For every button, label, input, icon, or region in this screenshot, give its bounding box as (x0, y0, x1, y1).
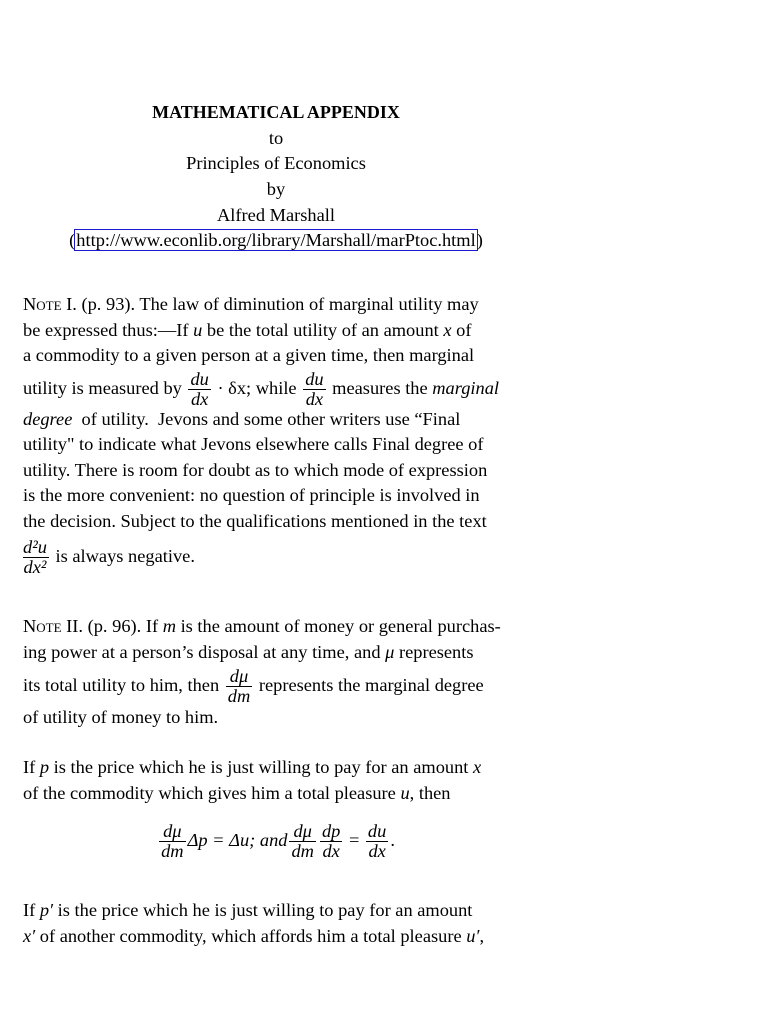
source-url-line: (http://www.econlib.org/library/Marshall/marPtoc.html) (69, 230, 483, 251)
book-title: Principles of Economics (186, 153, 366, 174)
document-header (23, 100, 529, 254)
fraction-du-dx-2: $\frac{du}{dx}$ (305, 368, 324, 409)
paragraph-price-p-prime: If p′ is the price which he is just willing to pay for an amount x′ of another commodity, which affords him a total pleasure u′, (23, 900, 485, 946)
author-name: Alfred Marshall (217, 204, 335, 225)
note-1: Note I. (p. 93). The law of diminution of marginal utility may be expressed thus:—If u be the total utility of an amount x of a commodity to a given person at a given time, then marginal utility is measured by $\frac{du}{dx}$ · δx; while $\frac{du}{dx}$ measures the marginal degree of utility. Jevons and some other writers use “Final utility" to indicate what Jevons elsewhere calls Final degree of utility. There is room for doubt as to which mode of expression is the more convenient: no question of principle is involved in the decision. Subject to the qualifications mentioned in the text $\frac{\text{d²u}}{\text{dx²}}$ is always negative. (23, 294, 500, 578)
source-url-link[interactable]: http://www.econlib.org/library/Marshall/marPtoc.html (76, 230, 476, 251)
note-2-label: Note (23, 616, 62, 636)
paragraph-price-p: If p is the price which he is just willing to pay for an amount x of the commodity which gives him a total pleasure u, then $\frac{d\mu}{dm}$ Δp = Δu; and $\frac{d\mu}{dm}$ $\frac{dp}{dx}$ = $\frac{du}{dx}$ . (23, 755, 529, 862)
header-by: by (266, 179, 286, 200)
note-2: Note II. (p. 96). If m is the amount of money or general purchas- ing power at a person’s disposal at any time, and μ represents its total utility to him, then $\frac{d\mu}{dm}$ represents the marginal degree of utility of money to him. (23, 616, 501, 727)
fraction-dmu-dm: $\frac{d\mu}{dm}$ (227, 666, 251, 707)
equation-1: $\frac{d\mu}{dm}$ Δp = Δu; and $\frac{d\mu}{dm}$ $\frac{dp}{dx}$ = $\frac{du}{dx}$ . (161, 821, 395, 862)
fraction-du-dx: $\frac{du}{dx}$ (190, 368, 209, 409)
appendix-title: MATHEMATICAL APPENDIX (152, 102, 400, 122)
fraction-d2u-dx2: $\frac{\text{d²u}}{\text{dx²}}$ (23, 537, 47, 578)
note-1-label: Note (23, 294, 62, 314)
header-to: to (268, 127, 284, 148)
